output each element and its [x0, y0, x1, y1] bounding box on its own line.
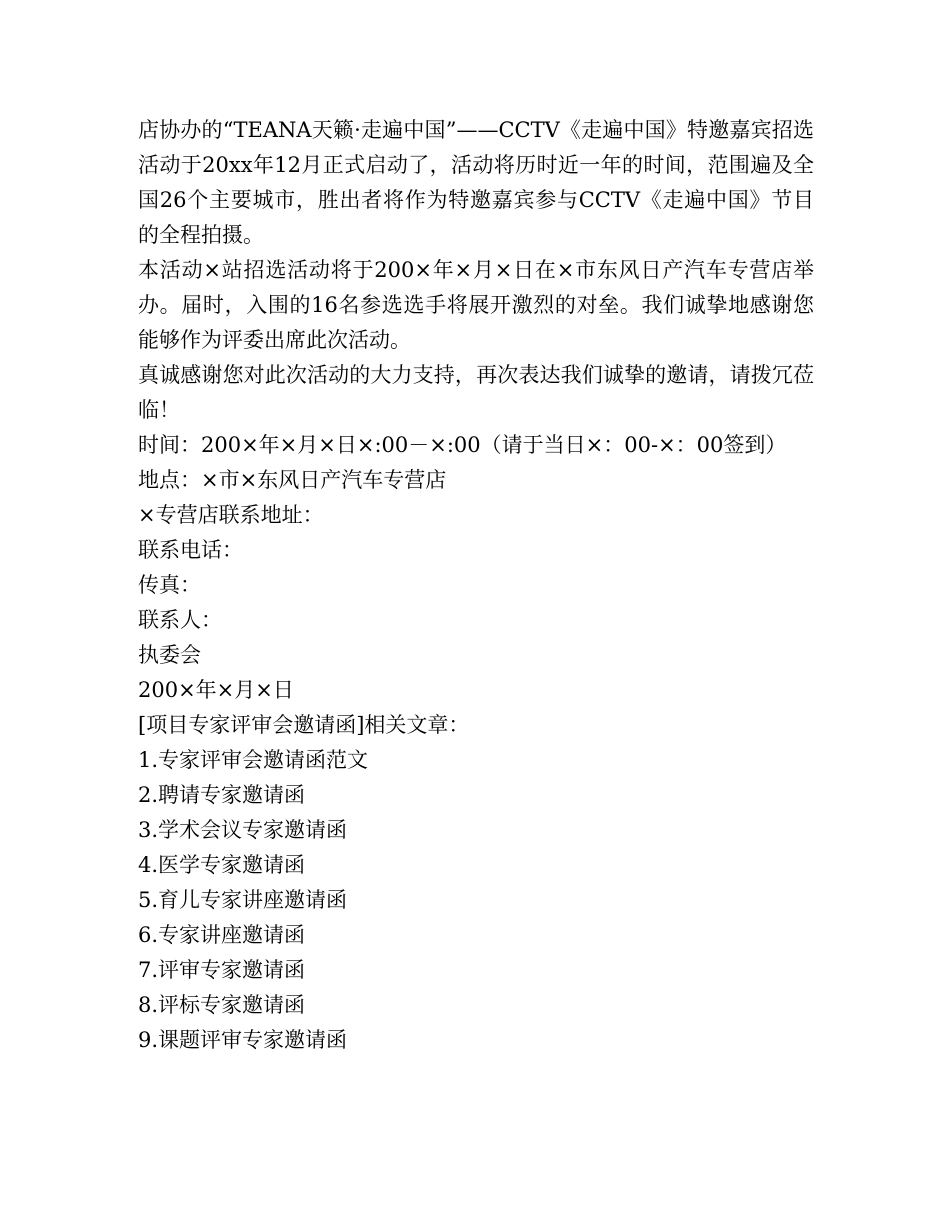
- paragraph-time: 时间：200×年×月×日×:00－×:00（请于当日×：00-×：00签到）: [138, 433, 787, 457]
- related-article-link[interactable]: 6.专家讲座邀请函: [138, 923, 306, 947]
- fax-line: 传真：: [138, 573, 201, 597]
- related-article-link[interactable]: 9.课题评审专家邀请函: [138, 1028, 348, 1052]
- related-article-link[interactable]: 5.育儿专家讲座邀请函: [138, 888, 348, 912]
- related-article-link[interactable]: 3.学术会议专家邀请函: [138, 818, 348, 842]
- related-article-link[interactable]: 2.聘请专家邀请函: [138, 783, 306, 807]
- contact-line: 联系人：: [138, 608, 222, 632]
- related-articles-heading: [项目专家评审会邀请函]相关文章：: [138, 713, 470, 737]
- related-article-link[interactable]: 8.评标专家邀请函: [138, 993, 306, 1017]
- related-article-link[interactable]: 7.评审专家邀请函: [138, 958, 306, 982]
- signature-date: 200×年×月×日: [138, 678, 294, 702]
- related-article-link[interactable]: 4.医学专家邀请函: [138, 853, 306, 877]
- paragraph-thanks: 真诚感谢您对此次活动的大力支持，再次表达我们诚挚的邀请，请拨冗莅临！: [138, 363, 814, 422]
- location-line: 地点：×市×东风日产汽车专营店: [138, 468, 447, 492]
- address-line: ×专营店联系地址：: [138, 503, 324, 527]
- paragraph-event-intro: 店协办的“TEANA天籁·走遍中国”——CCTV《走遍中国》特邀嘉宾招选活动于20xx年12月正式启动了，活动将历时近一年的时间，范围遍及全国26个主要城市，胜出者将作为特邀嘉宾参与CCTV《走遍中国》节目的全程拍摄。: [138, 118, 814, 247]
- phone-line: 联系电话：: [138, 538, 243, 562]
- related-article-link[interactable]: 1.专家评审会邀请函范文: [138, 748, 369, 772]
- paragraph-event-details: 本活动×站招选活动将于200×年×月×日在×市东风日产汽车专营店举办。届时，入围的16名参选选手将展开激烈的对垒。我们诚挚地感谢您能够作为评委出席此次活动。: [138, 258, 814, 352]
- related-articles-list: [138, 743, 814, 1058]
- document-body: [138, 113, 814, 1058]
- organizer-signature: 执委会: [138, 643, 201, 667]
